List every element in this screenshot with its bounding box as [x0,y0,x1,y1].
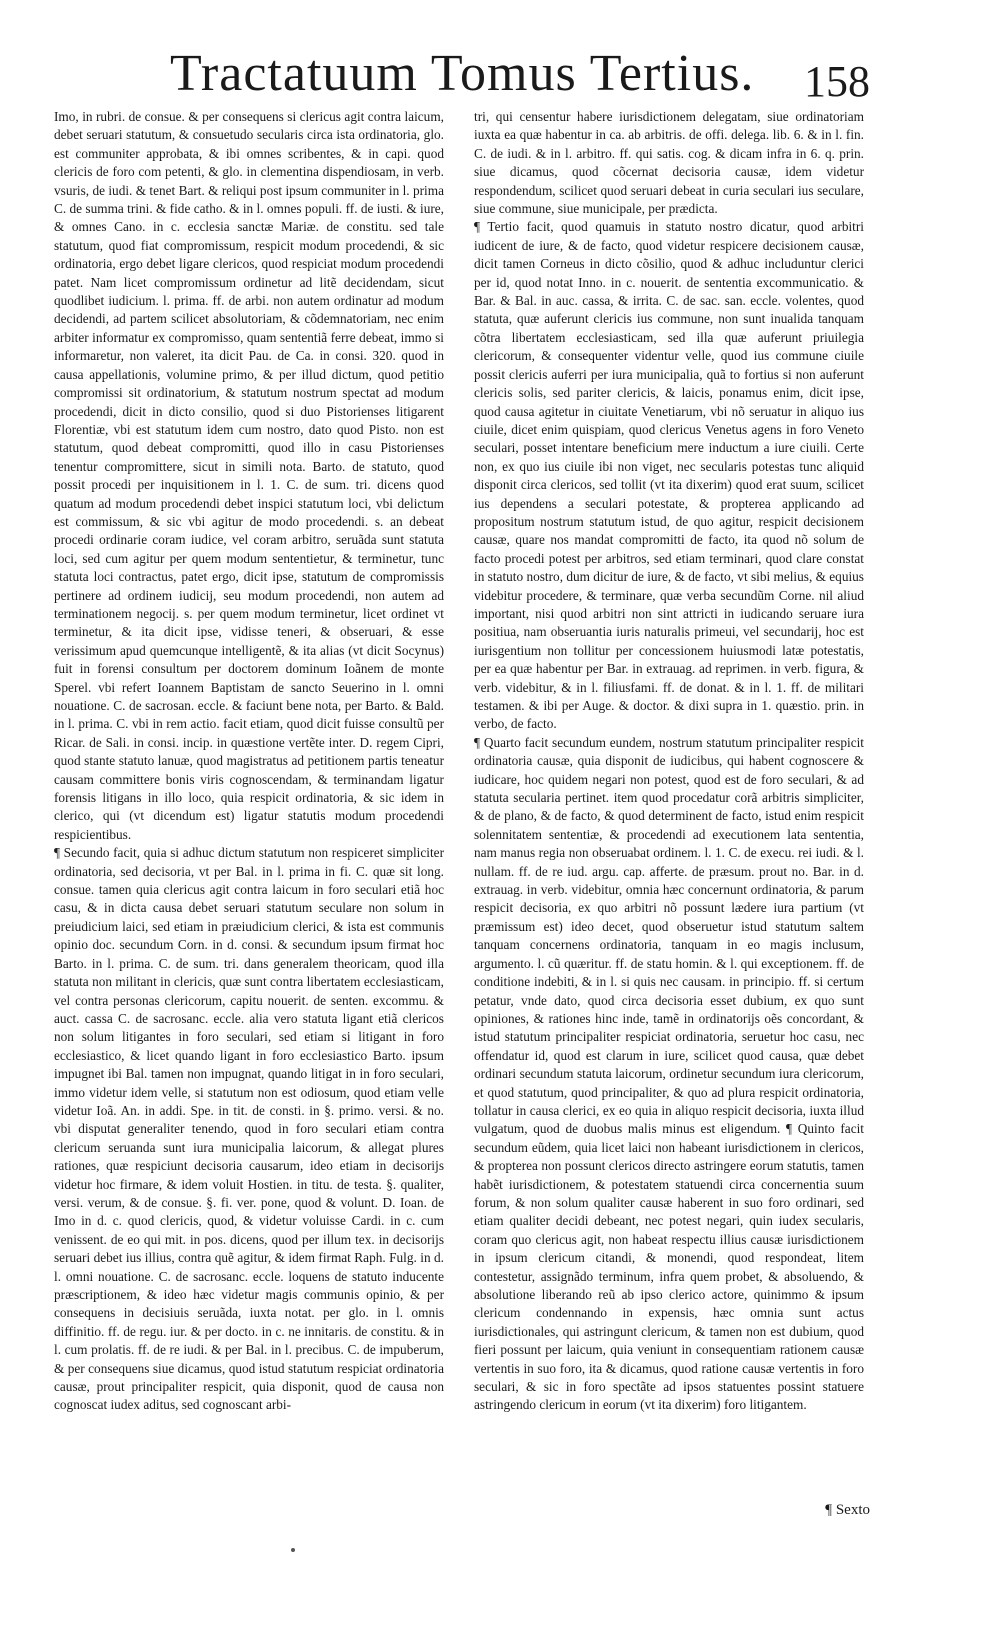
left-column [54,108,444,1568]
paragraph: Imo, in rubri. de consue. & per consequens si clericus agit contra laicum, debet seruari statutum, & consuetudo secularis circa ista ordinatoria, glo. est communiter approbata, & ibi omnes scribentes, & in capi. quod clericis de foro com petenti, & glo. in clementina dispendiosam, in verb. vsuris, de iudi. & tenet Bart. & reliqui post ipsum communiter in l. prima C. de summa trini. & fide catho. & in l. omnes populi. ff. de iusti. & iure, & omnes Cano. in c. ecclesia sanctæ Mariæ. de constitu. sed tale statutum, quod fiat compromissum, respicit modum procedendi, & sic ordinatoria, ergo debet ligare clericos, quod respiciat modum procedendi patet. Nam licet compromissum ordinetur ad litẽ decidendam, sicut quodlibet iudicium. l. prima. ff. de arbi. non autem ordinatur ad modum decidendi, ad partem scilicet absolutoriam, & cõdemnatoriam, nec enim arbiter informatur ex compromisso, quam sententiã ferre debeat, immo si informaretur, non valeret, ita dicit Pau. de Ca. in consi. 320. quod in causa appellationis, volumine primo, & per illud dictum, quod petitio compromissi sit ordinatorium, & statutum nostrum spectat ad modum procedendi, dicit in dicto consilio, quod si duo Pistorienses litigarent Florentiæ, vbi est statutum idem cum nostro, dato quod Pisto. non est statutum, quod debeat compromitti, quod illo in casu Pistorienses tenentur compromittere, sicut in simili nota. Barto. de statuto, quod possit procedi per inquisitionem in l. 1. C. de sum. tri. dicens quod quatum ad modum procedendi debet inspici statutum loci, vbi delictum est commissum, & sic vbi agitur de modo procedendi. s. an debeat procedi ordinarie coram iudice, vel coram arbitro, seruãda sunt statuta loci, sed cum agitur per quem modum sententietur, & terminetur, tunc statuta loci contractus, patet ergo, dicit ipse, statutum de compromissis pertinere ad ordinem iudicij, seu modum procedendi, non autem ad terminationem negocij. s. per quem modum terminetur, licet ordinet vt terminetur, & ita dicit ipse, vidisse teneri, & obseruari, & esse verissimum apud quemcunque intelligentẽ, & ita alias (vt dicit Socynus) fuit in forensi consultum per doctorem dominum Ioãnem de monte Sperel. vbi refert Ioannem Baptistam de sancto Seuerino in l. omni nouatione. C. de sacrosan. eccle. & faciunt bene nota, per Barto. & Bald. in l. prima. C. vbi in rem actio. facit etiam, quod dicit fuisse consultũ per Ricar. de Sali. in consi. incip. in quæstione vertẽte inter. D. regem Cipri, quod stante statuto lanuæ, quod magistratus ad petitionem partis teneatur causam committere bonis viris cognoscendam, & terminandam ligatur forensis litigans in illo loco, quia respicit ordinatoria, & sic idem in clerico, qui (vt dicendum est) ligatur statutis modum procedendi respicientibus. [54,109,444,842]
page-header [0,38,1000,118]
ink-speck [291,1548,295,1552]
running-title: Tractatuum Tomus Tertius. [170,45,755,102]
page-number: 158 [804,57,870,106]
paragraph: ¶ Tertio facit, quod quamuis in statuto nostro dicatur, quod arbitri iudicent de iure, & de facto, quod videtur respicere decisionem causæ, dicit tamen Corneus in dicto cõsilio, quod & adhuc includuntur clerici per id, quod notat Inno. in c. nouerit. de sententia excommunicatio. & Bar. & Bal. in auc. cassa, & irrita. C. de sac. san. eccle. volentes, quod statuta, quæ auferunt clericis ius commune, non sunt inualida tanquam cõtra libertatem ecclesiasticam, sed illa quæ auferunt priuilegia clericorum, & consequenter videntur velle, quod ius commune ciuile possit clericis auferri per iura municipalia, quã to fortius si non auferunt clericis solis, sed pariter clericis, & laicis, ponamus enim, dicit ipse, quod causa agitetur in ciuitate Venetiarum, vbi nõ seruatur in aliquo ius ciuile, dicet enim quispiam, quod clericus Venetus agens in foro Veneto seculari, posset intentare beneficium mere inductum a iure ciuili. Certe non, ex quo ius ciuile ibi non viget, nec secularis potestas tunc aliquid disponit circa clericos, sed tollit (vt ita dixerim) quod erat suum, scilicet ius dependens a seculari potestate, & propterea applicando ad propositum nostrum statutum istud, de quo agitur, respicit decisionem causæ, quare nos mandat compromitti de facto, ita quod nõ solum de facto procedi potest per arbitros, sed etiam terminari, quod clare constat in statuto nostro, dum dicitur de iure, & de facto, vt sibi melius, & equius videbitur procedere, & terminare, quæ verba secundũm Corne. nil aliud important, nisi quod arbitri non sint attricti in iudicando seruare iura positiua, nam obseruantia iuris naturalis primeui, vel secundarij, hoc est iurisgentium non tollitur per concessionem huiusmodi latæ potestatis, per ea quæ habentur per Bar. in extrauag. ad reprimen. in verb. figura, & verb. videbitur, & in l. filiusfami. ff. de donat. & in l. 1. ff. de militari testamen. & ibi per Auge. & doctor. & dixi supra in 1. quæstio. prin. in verbo, de facto. [474,219,864,732]
right-column [474,108,864,1568]
paragraph: ¶ Secundo facit, quia si adhuc dictum statutum non respiceret simpliciter ordinatoria, sed decisoria, vt per Bal. in l. prima in fi. C. quæ sit long. consue. tamen quia clericus agit contra laicum in foro seculari etiã hoc casu, & in dicta causa debet seruari statutum seculare non solum in preiudicium laici, sed etiam in præiudicium clerici, & ista est communis opinio doc. secundum Corn. in d. consi. & secundum ipsum firmat hoc Barto. in l. prima. C. de sum. tri. dans generalem theoricam, quod illa statuta non militant in clericis, quæ sunt contra libertatem ecclesiasticam, vel contra personas clericorum, capitu nouerit. de senten. excommu. & auct. cassa C. de sacrosanc. eccle. alia vero statuta ligant etiã clericos non solum litigantes in foro seculari, sed etiam si litigant in foro ecclesiastico, & licet quando ligant in foro ecclesiastico Barto. ipsum impugnet ibi Bal. tamen non impugnat, quando litigat in in foro seculari, immo videtur idem velle, si statutum non est odiosum, quod etiam velle videtur Ioã. An. in addi. Spe. in tit. de consti. in §. primo. versi. & no. vbi disputat generaliter tenendo, quod in foro seculari etiam contra clericum seruanda sunt iura municipalia laicorum, & allegat plures rationes, quæ respiciunt decisoria causarum, ideo etiam in decisorijs videtur hoc firmare, & idem voluit Hostien. in titu. de testa. §. qualiter, versi. verum, & de consue. §. fi. ver. pone, quod & volunt. D. Ioan. de Imo in d. c. quod clericis, quod, & videtur voluisse Cardi. in c. cum venissent. de eo qui mit. in pos. dicens, quod per illum tex. in decisorijs seruari debet ius illius, contra quẽ agitur, & idem firmat Raph. Fulg. in d. l. omni nouatione. C. de sacrosanc. eccle. loquens de statuto inducente præscriptionem, & ideo hæc videtur magis communis opinio, & per consequens in decisiuis seruãda, iuxta notat. per glo. in l. omnis diffinitio. ff. de regu. iur. & per docto. in c. ne innitaris. de constitu. & in l. cum prolatis. ff. de re iudi. & per Bal. in l. precibus. C. de impuberum, & per consequens siue dicamus, quod istud statutum respiciat ordinatoria causæ, prout principaliter respicit, quia disponit, quod de causa non cognoscat iudex aditus, sed cognoscant arbi- [54,845,444,1413]
paragraph: tri, qui censentur habere iurisdictionem delegatam, siue ordinatoriam iuxta ea quæ habentur in ca. ab arbitris. de offi. delega. lib. 6. & in l. fin. C. de iudi. & in l. arbitro. ff. qui satis. cog. & dicam infra in 6. q. prin. siue dicamus, quod cõcernat decisoria causæ, idem videtur respondendum, scilicet quod seruari debeat in curia seculari ius seculare, siue commune, siue municipale, per prædicta. [474,109,864,217]
paragraph: ¶ Quarto facit secundum eundem, nostrum statutum principaliter respicit ordinatoria causæ, quia disponit de iudicibus, qui habent cognoscere & iudicare, hoc quidem negari non potest, quod est de foro seculari, & ad statuta secularia pertinet. item quod procedatur corã arbitris simpliciter, & de plano, & de facto, & quod determinent de facto, istud enim respicit solennitatem sententiæ, & procedendi ad executionem lata sententia, nam manus regia non obseruabat ordinem. l. 1. C. de execu. rei iudi. & l. nullam. ff. de re iud. argu. cap. afferte. de præsum. prout no. Bar. in d. extrauag. in verb. videbitur, omnia hæc concernunt ordinatoria, & parum respicit decisoria, ex quo arbitri nõ possunt lædere iura partium (vt præmissum est) ideo decet, quod obseruetur istud statutum saltem tanquam concernens ordinatoria, tanquam in eo magis inclusum, argumento. l. cũ quæritur. ff. de statu homin. & l. qui exceptionem. ff. de conditione indebiti, & in l. si quis nec causam. in principio. ff. si certum petatur, vnde dato, quod circa decisoria esset dubium, ex quo sunt opiniones, & rationes hinc inde, tamẽ in ordinatorijs oẽs concordant, & istud statutum principaliter respiciat ordinatoria, seruetur hoc casu, nec offendatur id, quod est clarum in iure, scilicet quod causa, quæ debet ordinari secundum statuta laicorum, ordinetur secundum iura clericorum, et quod statutum, quod principaliter, & quo ad plura respicit ordinatoria, tollatur in causa clerici, ex eo quia in aliquo respicit decisoria, iuxta illud vulgatum, quod de duobus malis minus est eligendum. ¶ Quinto facit secundum eũdem, quia licet laici non habeant iurisdictionem in clericos, & propterea non possunt clericos directo astringere eorum statutis, tamen habẽt iurisdictionem, & potestatem statuendi circa concernentia suum forum, & non solum qualiter causæ haberent in suo foro ordinari, sed etiam qualiter decidi debeant, nec potest negari, quin iudex secularis, coram quo clericus agit, non habeat respectu illius causæ iurisdictionem in ipsum clericum citandi, & monendi, quod respondeat, litem contestetur, assignãdo terminum, infra quem probet, & absoluendo, & absolutione liberando reũ ab ipso clerico actore, quinimmo & ipsum clericum condennando in expensis, hæc omnia sunt actus iurisdictionales, qui astringunt clericum, & tamen non est dubium, quod fieri possunt per laicum, quia veniunt in consequentiam rationem causæ vertentis in suo foro, ita & dicamus, quod ratione causæ vertentis in foro seculari, & sic in foro spectãte ad ipsos statuentes possint statuere astringendo clericum in eorum (vt ita dixerim) foro litigantem. [474,734,864,1413]
catchword: ¶ Sexto [825,1502,870,1518]
